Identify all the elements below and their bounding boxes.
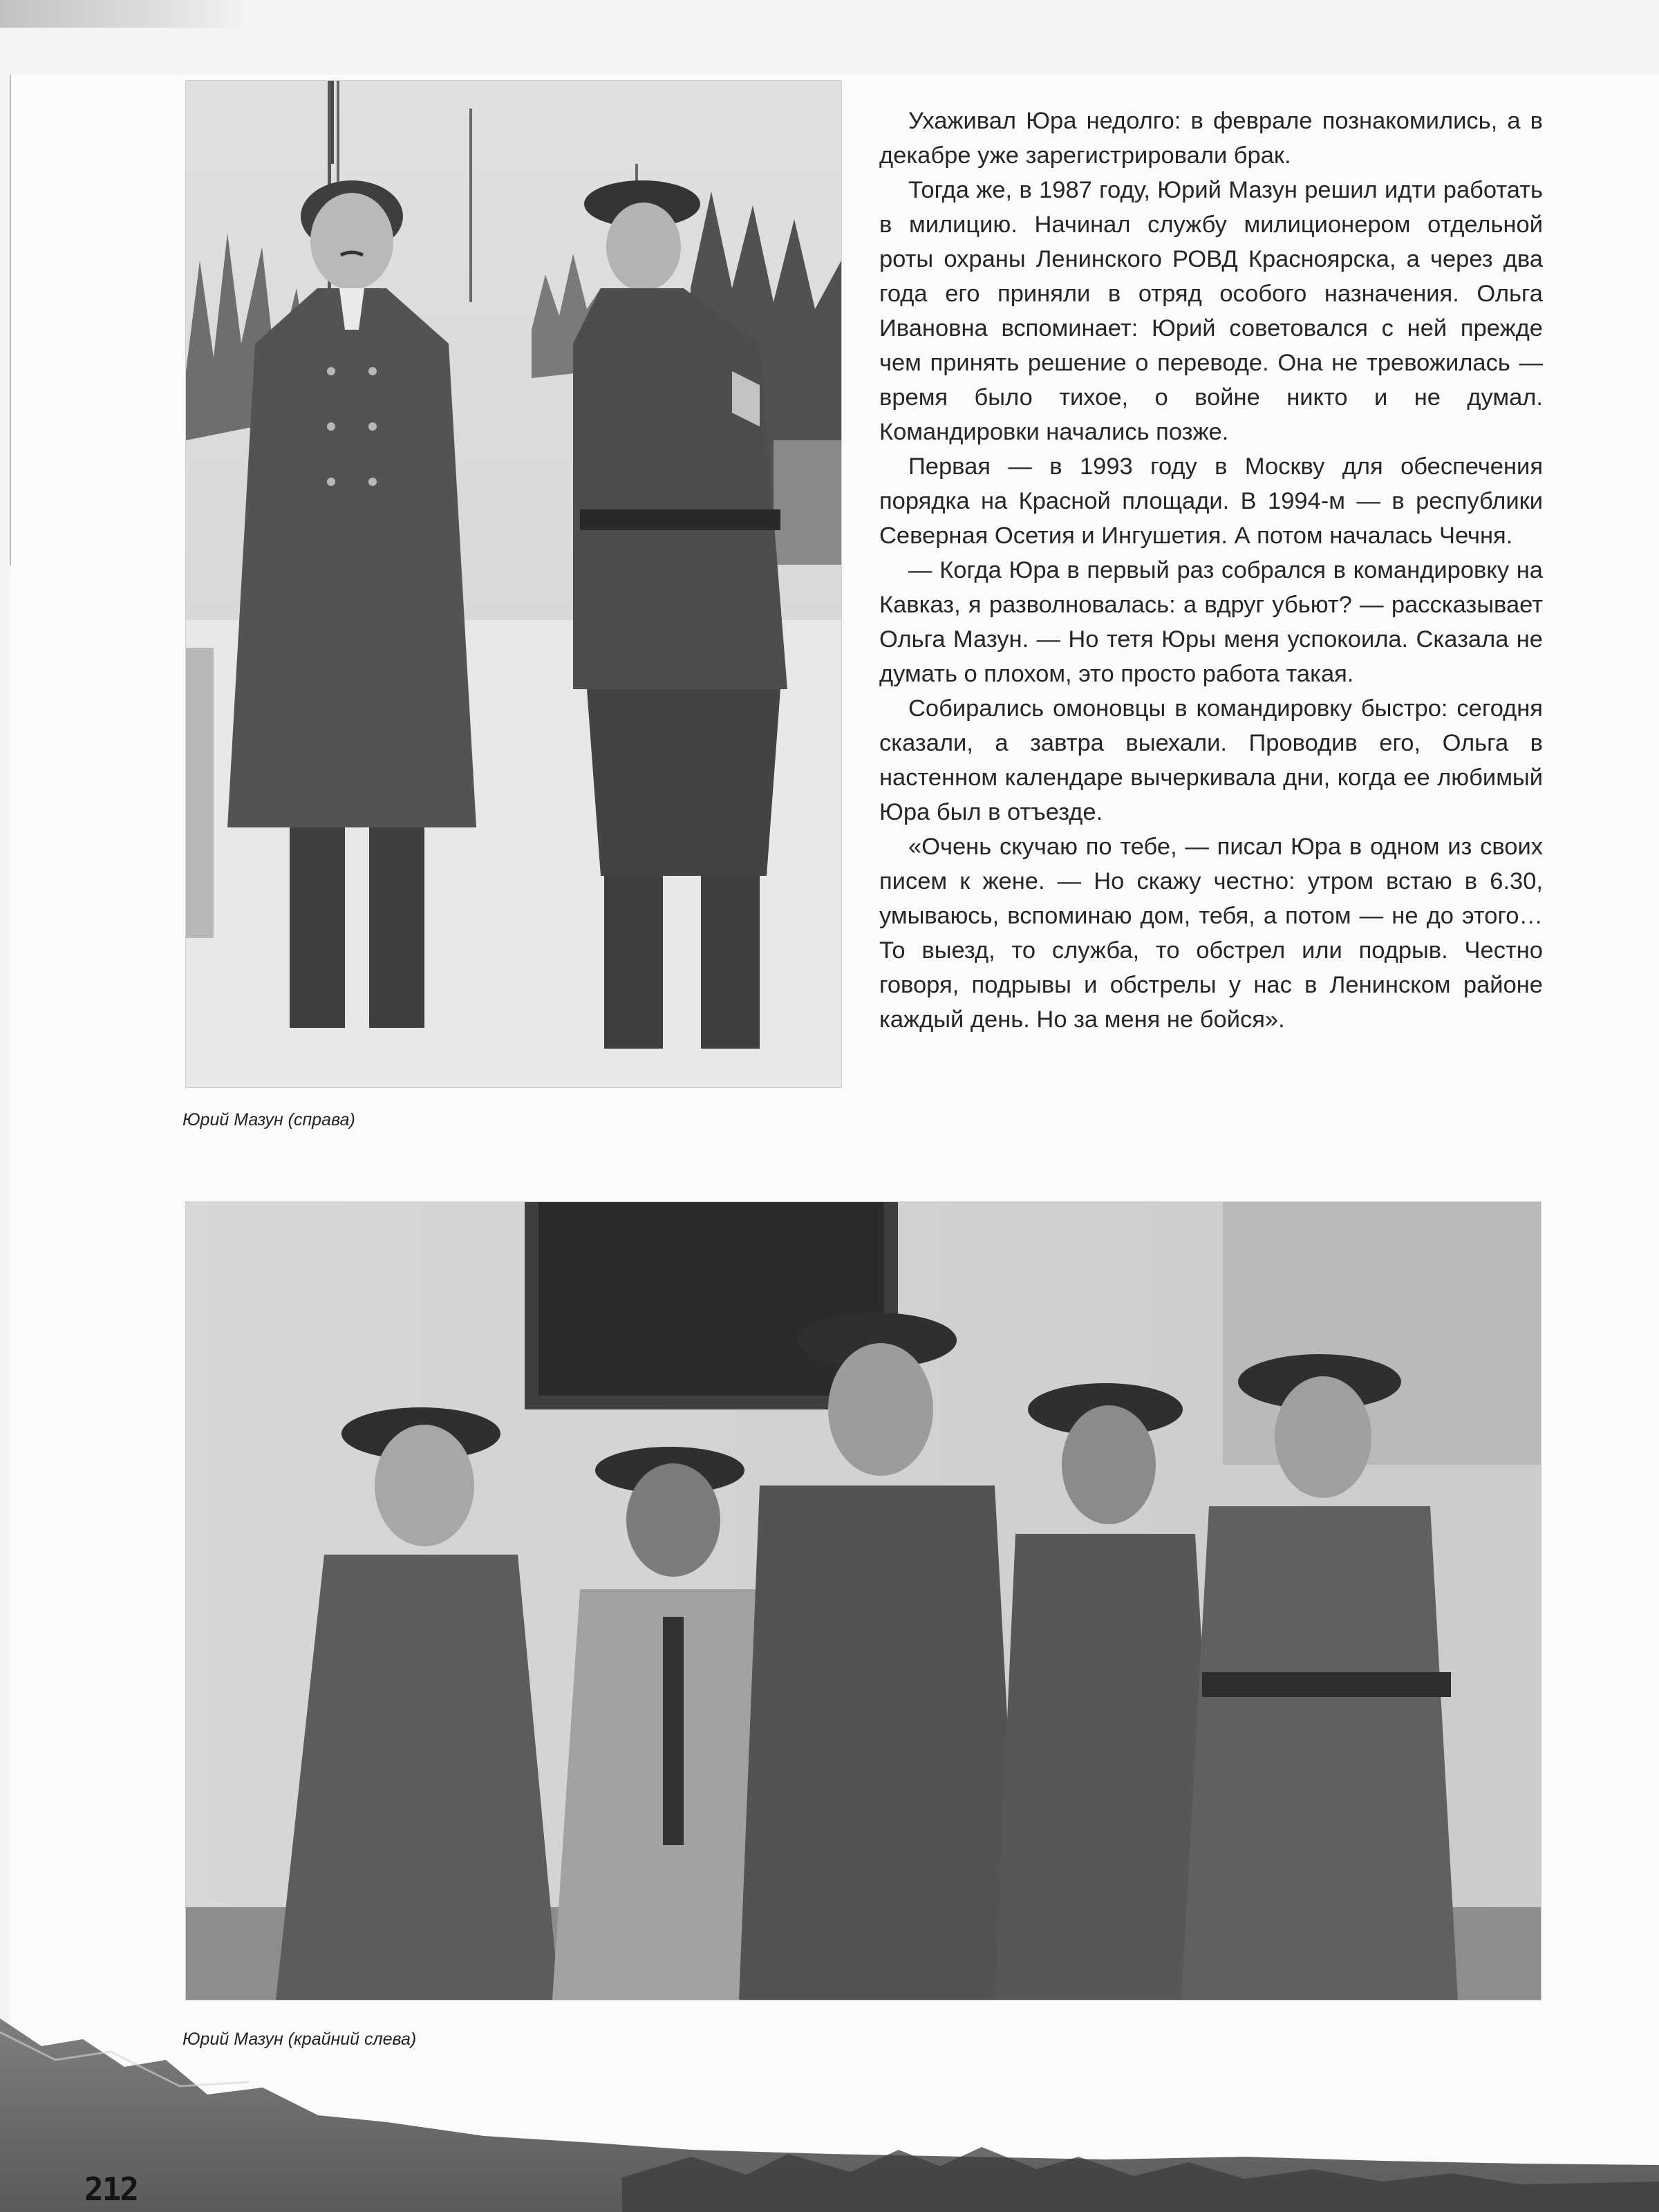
paragraph: Тогда же, в 1987 году, Юрий Мазун решил идти работать в милицию. Начинал службу милиционером отдельной роты охраны Ленинского РОВД Красноярска, а через два года его приняли в отряд особого назначения. Ольга Ивановна вспоминает: Юрий советовался с ней прежде чем принять решение о переводе. Она не тревожилась — время было тихое, о войне никто и не думал. Командировки начались позже. [879,177,1543,445]
page-number: 212 [84,2171,138,2208]
paragraph: Первая — в 1993 году в Москву для обеспечения порядка на Красной площади. В 1994-м — в республики Северная Осетия и Ингушетия. А потом началась Чечня. [879,453,1543,549]
mountain-decoration [0,2018,1659,2212]
paragraph: Ухаживал Юра недолго: в феврале познакомились, а в декабре уже зарегистрировали брак. [879,108,1543,169]
paragraph: Собирались омоновцы в командировку быстро: сегодня сказали, а завтра выехали. Проводив его, Ольга в настенном календаре вычеркивала дни, когда ее любимый Юра был в отъезде. [879,695,1543,825]
paragraph: «Очень скучаю по тебе, — писал Юра в одном из своих писем к жене. — Но скажу честно: утром встаю в 6.30, умываюсь, вспоминаю дом, тебя, а потом — не до этого… То выезд, то служба, то обстрел или подрыв. Честно говоря, подрывы и обстрелы у нас в Ленинском районе каждый день. Но за меня не бойся». [879,834,1543,1033]
page-edge-line [10,75,11,565]
top-edge-smudge [0,0,249,28]
article-body [879,104,1543,1037]
photo-group-five-officers [185,1201,1541,2000]
photo-2-caption: Юрий Мазун (крайний слева) [182,2030,417,2049]
photo-two-officers-winter [185,80,842,1088]
paragraph: — Когда Юра в первый раз собрался в командировку на Кавказ, я разволновалась: а вдруг убьют? — рассказывает Ольга Мазун. — Но тетя Юры меня успокоила. Сказала не думать о плохом, это просто работа такая. [879,557,1543,687]
photo-1-caption: Юрий Мазун (справа) [182,1110,355,1130]
